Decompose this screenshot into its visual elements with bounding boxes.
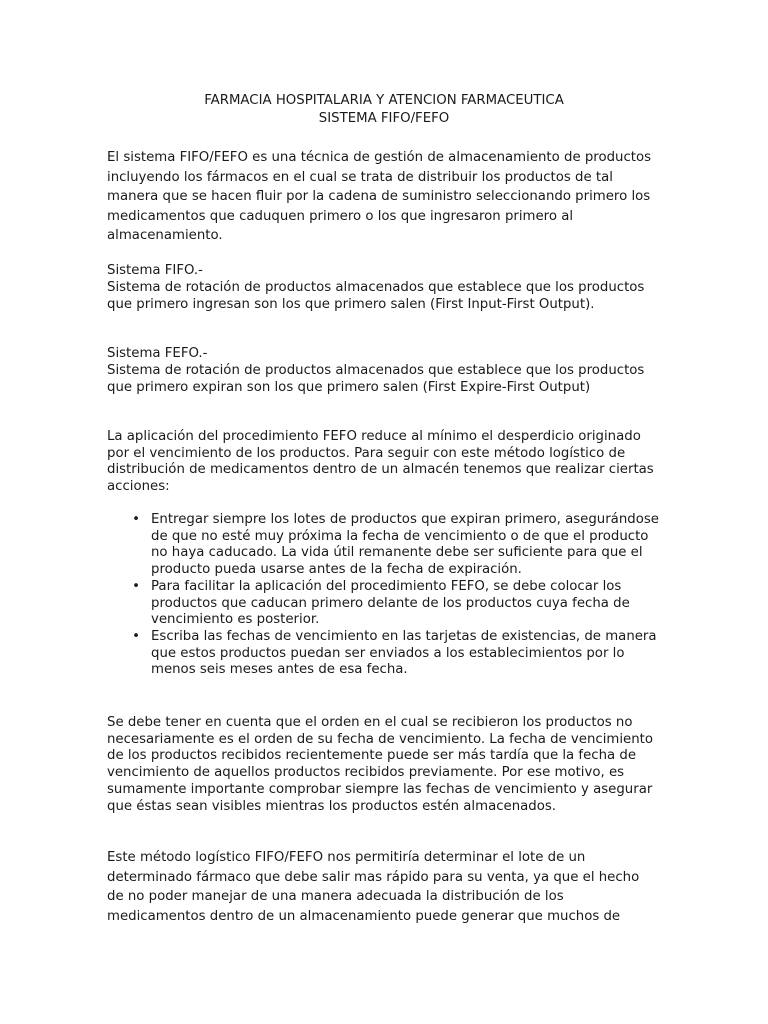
fefo-heading: Sistema FEFO.-	[107, 346, 208, 361]
list-item-text: Entregar siempre los lotes de productos que expiran primero, asegurándose de que no esté muy próxima la fecha de vencimiento o de que el producto no haya caducado. La vida útil remanente debe ser suficiente para que el producto pueda usarse antes de la fecha de expiración.	[151, 512, 659, 578]
list-item	[107, 629, 667, 679]
fefo-definition: Sistema de rotación de productos almacenados que establece que los productos que primero expiran son los que primero salen (First Expire-First Output)	[107, 363, 645, 395]
consideration-paragraph: Se debe tener en cuenta que el orden en el cual se recibieron los productos no necesariamente es el orden de su fecha de vencimiento. La fecha de vencimiento de los productos recibidos recientemente puede ser más tardía que la fecha de vencimiento de aquellos productos recibidos previamente. Por ese motivo, es sumamente importante comprobar siempre las fechas de vencimiento y asegurar que éstas sean visibles mientras los productos estén almacenados.	[107, 715, 653, 814]
closing-line: determinado fármaco que debe salir mas rápido para su venta, ya que el hecho	[107, 869, 640, 885]
list-item-text: Escriba las fechas de vencimiento en las tarjetas de existencias, de manera que estos productos puedan ser enviados a los establecimientos por lo menos seis meses antes de esa fecha.	[151, 628, 657, 678]
closing-paragraph	[107, 848, 667, 926]
closing-line: Este método logístico FIFO/FEFO nos permitiría determinar el lote de un	[107, 850, 586, 865]
document-subtitle: SISTEMA FIFO/FEFO	[318, 111, 450, 126]
list-item-text: Para facilitar la aplicación del procedimiento FEFO, se debe colocar los productos que caducan primero delante de los productos cuya fecha de vencimiento es posterior.	[151, 578, 630, 628]
document-title: FARMACIA HOSPITALARIA Y ATENCION FARMACEUTICA	[204, 93, 564, 108]
closing-line: de no poder manejar de una manera adecuada la distribución de los	[107, 889, 564, 904]
fifo-heading: Sistema FIFO.-	[107, 263, 203, 278]
bullet-icon: •	[132, 512, 140, 527]
application-paragraph: La aplicación del procedimiento FEFO reduce al mínimo el desperdicio originado por el vencimiento de los productos. Para seguir con este método logístico de distribución de medicamentos dentro de un almacén tenemos que realizar ciertas acciones:	[107, 429, 654, 495]
fifo-definition: Sistema de rotación de productos almacenados que establece que los productos que primero ingresan son los que primero salen (First Input-First Output).	[107, 280, 645, 312]
intro-paragraph: El sistema FIFO/FEFO es una técnica de gestión de almacenamiento de productos incluyendo los fármacos en el cual se trata de distribuir los productos de tal manera que se hacen fluir por la cadena de suministro seleccionando primero los medicamentos que caduquen primero o los que ingresaron primero al almacenamiento.	[107, 150, 652, 243]
bullet-icon: •	[132, 628, 140, 644]
closing-line: medicamentos dentro de un almacenamiento puede generar que muchos de	[107, 908, 621, 924]
bullet-icon: •	[132, 578, 140, 594]
list-item	[107, 579, 667, 629]
list-item	[107, 512, 667, 579]
actions-list	[107, 512, 667, 679]
